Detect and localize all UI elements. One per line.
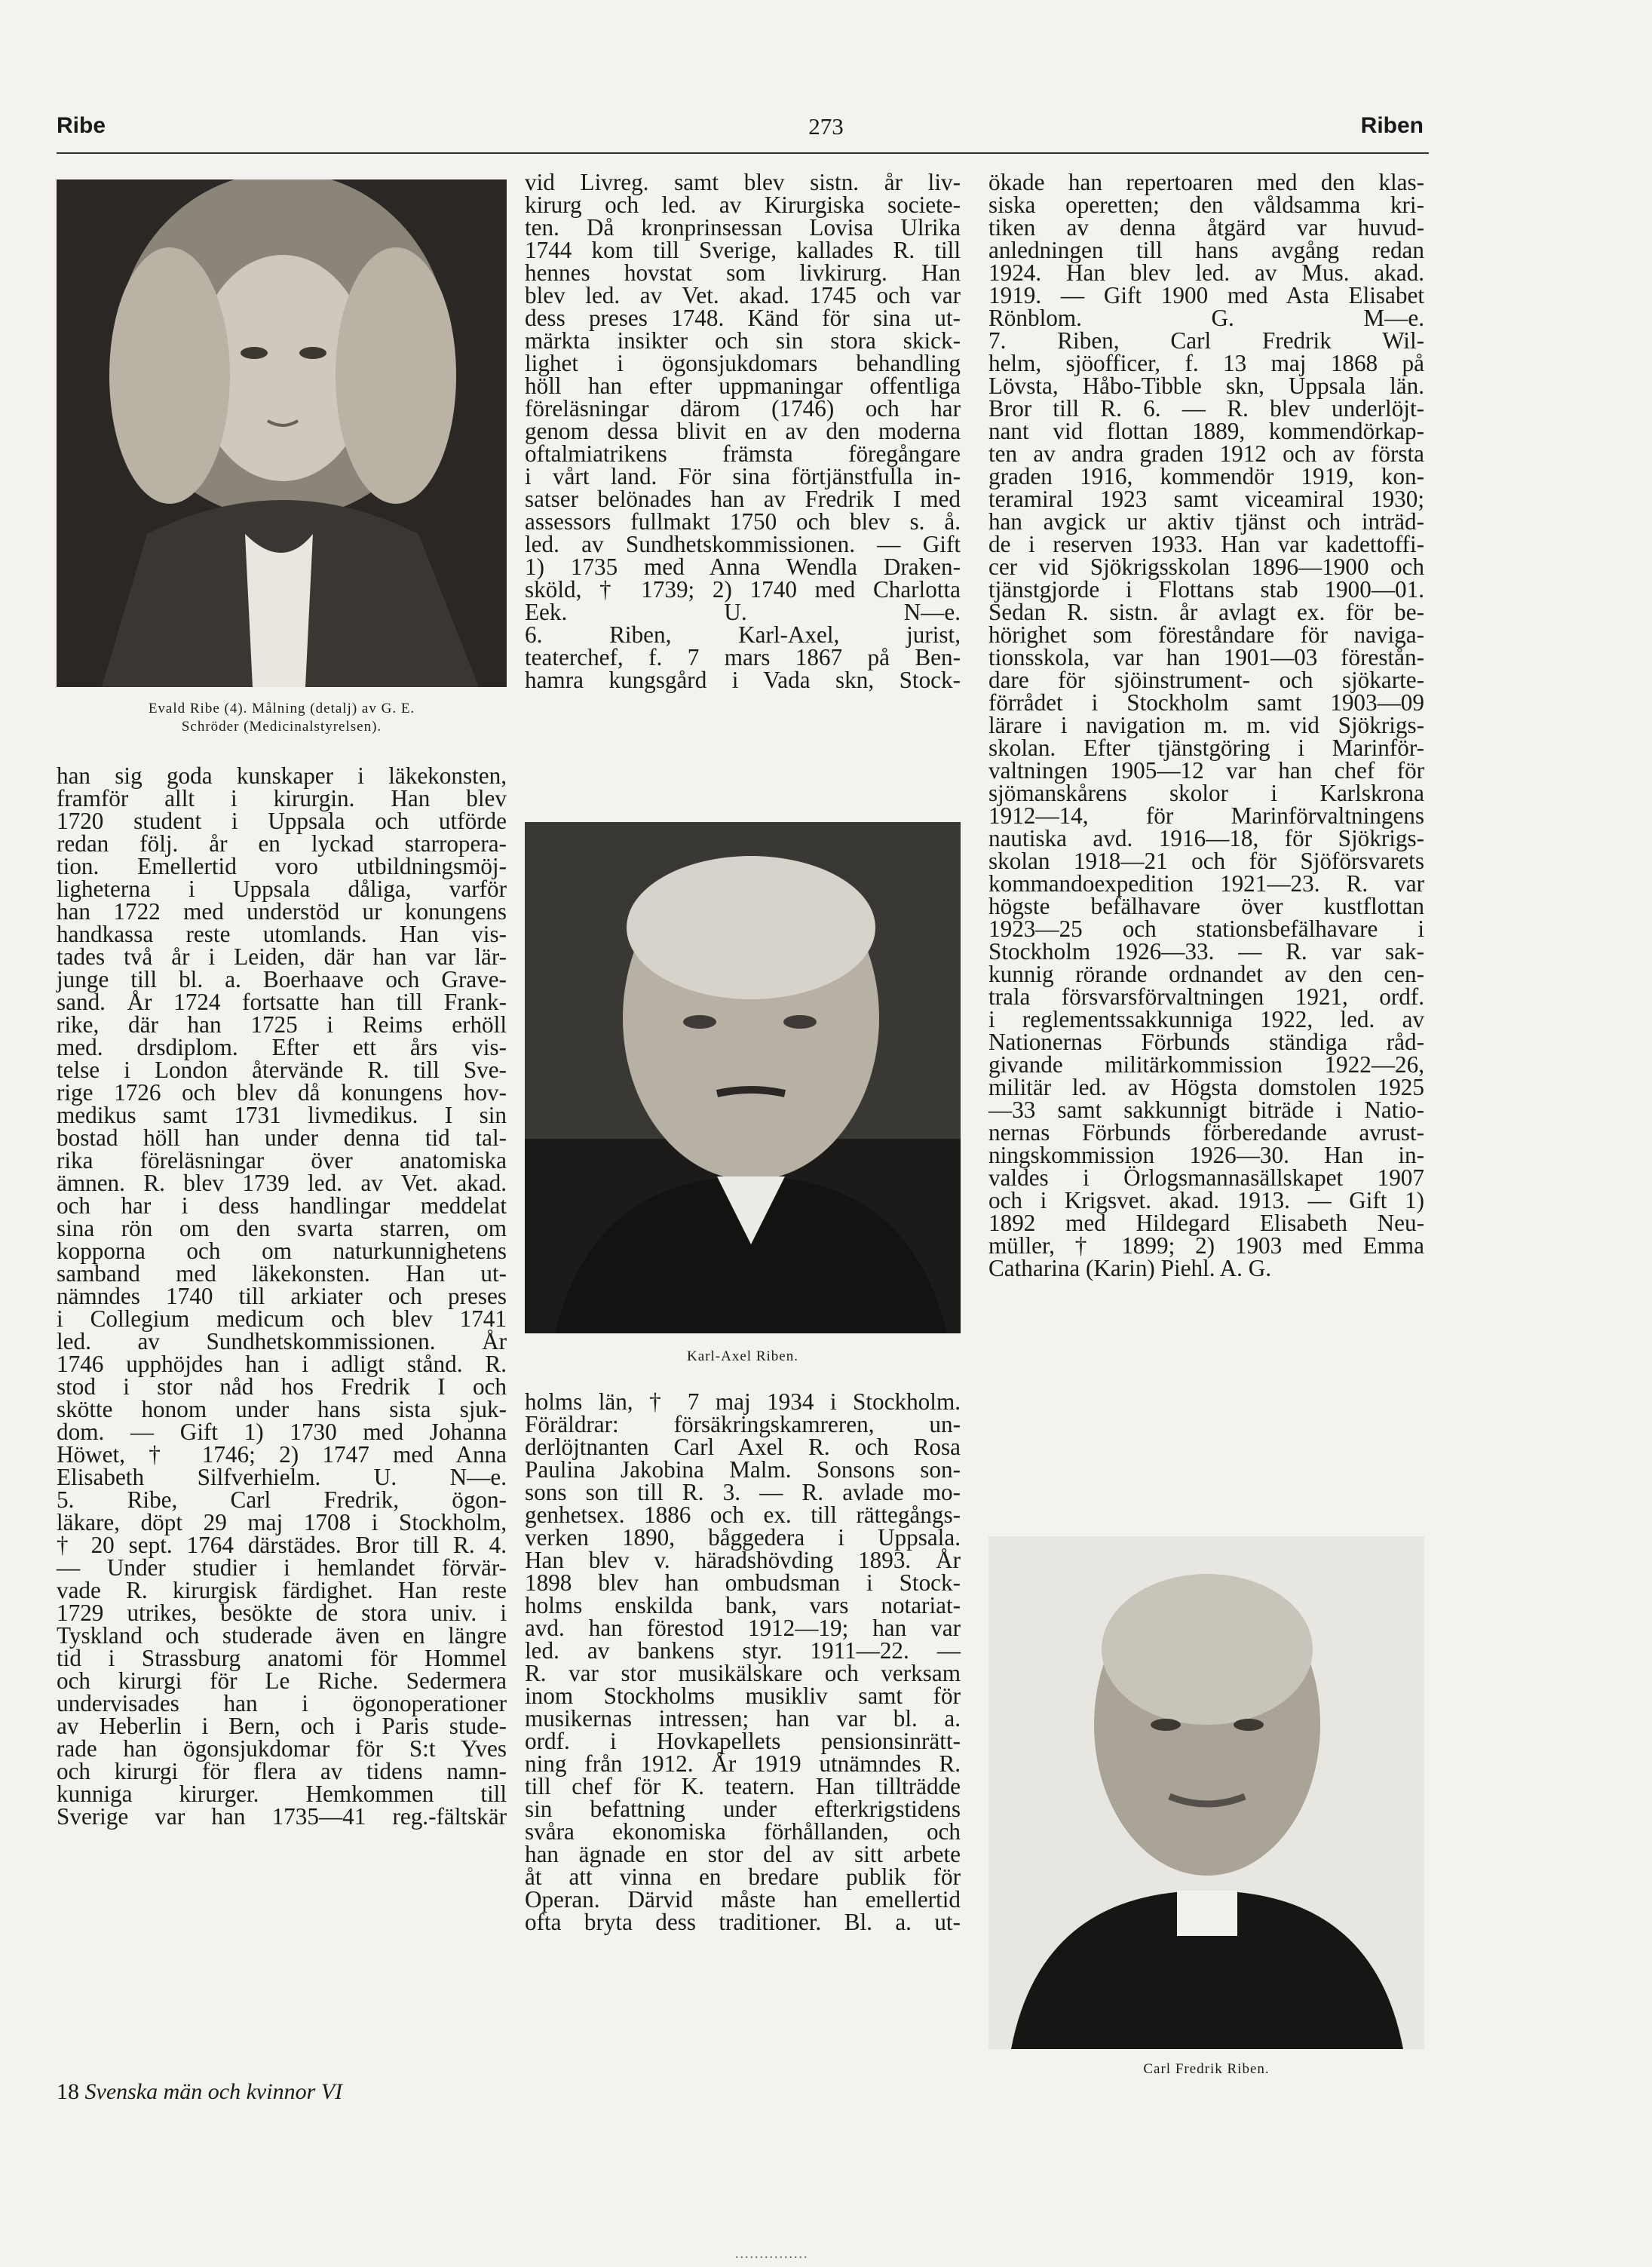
- text-line: sköld, † 1739; 2) 1740 med Charlotta: [525, 576, 961, 603]
- footer-signature: [57, 2079, 342, 2105]
- book-title: Svenska män och kvinnor VI: [84, 2079, 343, 2104]
- text-line: Tyskland och studerade även en längre: [57, 1622, 507, 1649]
- text-line: Elisabeth Silfverhielm. U. N—e.: [57, 1464, 507, 1490]
- text-line: teaterchef, f. 7 mars 1867 på Ben-: [525, 644, 961, 670]
- text-line: lighet i ögonsjukdomars behandling: [525, 350, 961, 376]
- text-line: genom dessa blivit en av den moderna: [525, 418, 961, 444]
- text-line: 1924. Han blev led. av Mus. akad.: [988, 259, 1424, 286]
- photo-carl-fredrik-riben: [988, 1536, 1424, 2049]
- text-line: verken 1890, båggedera i Uppsala.: [525, 1524, 961, 1551]
- running-head-right: Riben: [1360, 113, 1424, 138]
- text-column-middle-bottom: [525, 1388, 961, 1935]
- text-line: anledningen till hans avgång redan: [988, 237, 1424, 263]
- text-line: dess preses 1748. Känd för sina ut-: [525, 305, 961, 331]
- text-line: Bror till R. 6. — R. blev underlöjt-: [988, 395, 1424, 422]
- text-line: förrådet i Stockholm samt 1903—09: [988, 689, 1424, 716]
- text-line: 1898 blev han ombudsman i Stock-: [525, 1569, 961, 1596]
- text-line: Höwet, † 1746; 2) 1747 med Anna: [57, 1441, 507, 1468]
- text-line: 1892 med Hildegard Elisabeth Neu-: [988, 1210, 1424, 1236]
- text-line: ten av andra graden 1912 och av första: [988, 440, 1424, 467]
- text-line: ämnen. R. blev 1739 led. av Vet. akad.: [57, 1170, 507, 1196]
- painting-silhouette-image: [57, 179, 507, 687]
- text-line: holms län, † 7 maj 1934 i Stockholm.: [525, 1388, 961, 1415]
- text-line: rige 1726 och blev då konungens hov-: [57, 1079, 507, 1106]
- header-rule: [57, 152, 1429, 154]
- text-line: Rönblom. G. M—e.: [988, 305, 1424, 331]
- text-line: rade han ögonsjukdomar för S:t Yves: [57, 1735, 507, 1762]
- text-line: ofta bryta dess traditioner. Bl. a. ut-: [525, 1909, 961, 1935]
- text-line: rika föreläsningar över anatomiska: [57, 1147, 507, 1173]
- text-line: Catharina (Karin) Piehl. A. G.: [988, 1255, 1272, 1281]
- text-line: oftalmiatrikens främsta föregångare: [525, 440, 961, 467]
- text-line: militär led. av Högsta domstolen 1925: [988, 1074, 1424, 1100]
- text-line: dare för sjöinstrument- och sjökarte-: [988, 667, 1424, 693]
- text-line: musikernas intressen; han var bl. a.: [525, 1705, 961, 1732]
- text-line: sin befattning under efterkrigstidens: [525, 1796, 961, 1822]
- text-column-right: [988, 171, 1424, 1280]
- text-line: holms enskilda bank, vars notariat-: [525, 1592, 961, 1618]
- text-line: i reglementssakkunniga 1922, led. av: [988, 1006, 1424, 1032]
- text-line: skolan. Efter tjänstgöring i Marinför-: [988, 735, 1424, 761]
- text-line: † 20 sept. 1764 därstädes. Bror till R. 4.: [57, 1532, 507, 1558]
- text-line: R. var stor musikälskare och verksam: [525, 1660, 961, 1686]
- text-line: och i Krigsvet. akad. 1913. — Gift 1): [988, 1187, 1424, 1213]
- text-line: dom. — Gift 1) 1730 med Johanna: [57, 1419, 507, 1445]
- text-line: cer vid Sjökrigsskolan 1896—1900 och: [988, 554, 1424, 580]
- text-line: skötte honom under hans sista sjuk-: [57, 1396, 507, 1422]
- text-line: läkare, döpt 29 maj 1708 i Stockholm,: [57, 1509, 507, 1535]
- text-line: han 1722 med understöd ur konungens: [57, 898, 507, 925]
- text-line: ning från 1912. År 1919 utnämndes R.: [525, 1750, 961, 1777]
- caption-karl-axel-riben: Karl-Axel Riben.: [687, 1348, 798, 1364]
- text-line: ordf. i Hovkapellets pensionsinrätt-: [525, 1728, 961, 1754]
- text-line: och kirurgi för flera av tidens namn-: [57, 1758, 507, 1784]
- text-line: tades två år i Leiden, där han var lär-: [57, 943, 507, 970]
- text-line: och kirurgi för Le Riche. Sedermera: [57, 1667, 507, 1694]
- portrait-photo-image: [988, 1536, 1424, 2049]
- text-line: inom Stockholms musikliv samt för: [525, 1683, 961, 1709]
- text-line: 1746 upphöjdes han i adligt stånd. R.: [57, 1351, 507, 1377]
- text-line: i Collegium medicum och blev 1741: [57, 1305, 507, 1332]
- text-line: kopporna och om naturkunnighetens: [57, 1238, 507, 1264]
- text-line: medikus samt 1731 livmedikus. I sin: [57, 1102, 507, 1128]
- text-line: tion. Emellertid voro utbildningsmöj-: [57, 853, 507, 879]
- text-line: tid i Strassburg anatomi för Hommel: [57, 1645, 507, 1671]
- text-line: stod i stor nåd hos Fredrik I och: [57, 1373, 507, 1400]
- text-line: derlöjtnanten Carl Axel R. och Rosa: [525, 1434, 961, 1460]
- text-line: 1729 utrikes, besökte de stora univ. i: [57, 1600, 507, 1626]
- text-line: Föräldrar: försäkringskamreren, un-: [525, 1411, 961, 1437]
- bottom-marks: ...............: [735, 2246, 809, 2261]
- text-line: 1912—14, för Marinförvaltningens: [988, 802, 1424, 829]
- text-line: föreläsningar därom (1746) och har: [525, 395, 961, 422]
- text-line: lärare i navigation m. m. vid Sjökrigs-: [988, 712, 1424, 738]
- text-line: vid Livreg. samt blev sistn. år liv-: [525, 169, 961, 195]
- text-line: redan följ. år en lyckad starropera-: [57, 830, 507, 857]
- text-line: Lövsta, Håbo-Tibble skn, Uppsala län.: [988, 373, 1424, 399]
- text-line: sina rön om den svarta starren, om: [57, 1215, 507, 1241]
- text-line: skolan 1918—21 och för Sjöförsvarets: [988, 848, 1424, 874]
- text-line: Paulina Jakobina Malm. Sonsons son-: [525, 1456, 961, 1483]
- text-line: nernas Förbunds förberedande avrust-: [988, 1119, 1424, 1146]
- text-line: 1) 1735 med Anna Wendla Draken-: [525, 554, 961, 580]
- text-line: valtningen 1905—12 var han chef för: [988, 757, 1424, 784]
- text-line: de i reserven 1933. Han var kadettoffi-: [988, 531, 1424, 557]
- text-line: Sedan R. sistn. år avlagt ex. för be-: [988, 599, 1424, 625]
- text-line: kirurg och led. av Kirurgiska societe-: [525, 192, 961, 218]
- text-line: hörighet som föreståndare för naviga-: [988, 621, 1424, 648]
- text-line: åt att vinna en bredare publik för: [525, 1864, 961, 1890]
- text-line: — Under studier i hemlandet förvär-: [57, 1554, 507, 1581]
- caption-line-2: Schröder (Medicinalstyrelsen).: [181, 719, 382, 735]
- running-head-left: Ribe: [57, 113, 106, 138]
- text-line: müller, † 1899; 2) 1903 med Emma: [988, 1232, 1424, 1259]
- text-line: tiken av denna åtgärd var huvud-: [988, 214, 1424, 241]
- text-line: han avgick ur aktiv tjänst och inträd-: [988, 508, 1424, 535]
- text-line: junge till bl. a. Boerhaave och Grave-: [57, 966, 507, 992]
- text-line: 1919. — Gift 1900 med Asta Elisabet: [988, 282, 1424, 308]
- text-line: ligheterna i Uppsala dåliga, varför: [57, 876, 507, 902]
- text-line: ten. Då kronprinsessan Lovisa Ulrika: [525, 214, 961, 241]
- text-line: till chef för K. teatern. Han tillträdde: [525, 1773, 961, 1799]
- text-line: bostad höll han under denna tid tal-: [57, 1124, 507, 1151]
- text-line: siska operetten; den våldsamma kri-: [988, 192, 1424, 218]
- text-line: led. av Sundhetskommissionen. — Gift: [525, 531, 961, 557]
- portrait-photo-image: [525, 822, 961, 1333]
- text-line: trala försvarsförvaltningen 1921, ordf.: [988, 983, 1424, 1010]
- text-line: valdes i Örlogsmannasällskapet 1907: [988, 1164, 1424, 1191]
- text-line: Sverige var han 1735—41 reg.-fältskär: [57, 1803, 507, 1830]
- text-line: sand. År 1724 fortsatte han till Frank-: [57, 989, 507, 1015]
- text-line: 1923—25 och stationsbefälhavare i: [988, 916, 1424, 942]
- text-line: han sig goda kunskaper i läkekonsten,: [57, 762, 507, 789]
- text-line: led. av Sundhetskommissionen. År: [57, 1328, 507, 1354]
- text-line: telse i London återvände R. till Sve-: [57, 1057, 507, 1083]
- signature-number: 18: [57, 2079, 79, 2104]
- caption-evald-ribe: [57, 700, 507, 736]
- text-line: sons son till R. 3. — R. avlade mo-: [525, 1479, 961, 1505]
- text-line: sjömanskårens skolor i Karlskrona: [988, 780, 1424, 806]
- text-line: Han blev v. häradshövding 1893. År: [525, 1547, 961, 1573]
- text-line: tjänstgjorde i Flottans stab 1900—01.: [988, 576, 1424, 603]
- text-line: givande militärkommission 1922—26,: [988, 1051, 1424, 1078]
- text-line: hennes hovstat som livkirurg. Han: [525, 259, 961, 286]
- text-column-left: [57, 762, 507, 1830]
- text-line: handkassa reste utomlands. Han vis-: [57, 921, 507, 947]
- text-line: han ägnade en stor del av sitt arbete: [525, 1841, 961, 1867]
- text-line: 7. Riben, Carl Fredrik Wil-: [988, 327, 1424, 354]
- text-line: märkta insikter och sin stora skick-: [525, 327, 961, 354]
- text-line: nämndes 1740 till arkiater och preses: [57, 1283, 507, 1309]
- text-line: kunnig rörande ordnandet av den cen-: [988, 961, 1424, 987]
- text-line: Stockholm 1926—33. — R. var sak-: [988, 938, 1424, 965]
- text-line: 5. Ribe, Carl Fredrik, ögon-: [57, 1486, 507, 1513]
- text-line: vade R. kirurgisk färdighet. Han reste: [57, 1577, 507, 1603]
- text-line: rike, där han 1725 i Reims erhöll: [57, 1011, 507, 1038]
- page-number: 273: [808, 113, 844, 140]
- text-line: Operan. Därvid måste han emellertid: [525, 1886, 961, 1913]
- text-line: höll han efter uppmaningar offentliga: [525, 373, 961, 399]
- text-line: ningskommission 1926—30. Han in-: [988, 1142, 1424, 1168]
- text-line: nant vid flottan 1889, kommendörkap-: [988, 418, 1424, 444]
- text-column-middle-top: [525, 171, 961, 692]
- text-line: och har i dess handlingar meddelat: [57, 1192, 507, 1219]
- text-line: avd. han förestod 1912—19; han var: [525, 1615, 961, 1641]
- photo-karl-axel-riben: [525, 822, 961, 1333]
- text-line: 1744 kom till Sverige, kallades R. till: [525, 237, 961, 263]
- text-line: i vårt land. För sina förtjänstfulla in-: [525, 463, 961, 489]
- text-line: —33 samt sakkunnigt biträde i Natio-: [988, 1097, 1424, 1123]
- text-line: graden 1916, kommendör 1919, kon-: [988, 463, 1424, 489]
- text-line: Eek. U. N—e.: [525, 599, 961, 625]
- text-line: nautiska avd. 1916—18, för Sjökrigs-: [988, 825, 1424, 851]
- text-line: svåra ekonomiska förhållanden, och: [525, 1818, 961, 1845]
- text-line: kommandoexpedition 1921—23. R. var: [988, 870, 1424, 897]
- text-line: assessors fullmakt 1750 och blev s. å.: [525, 508, 961, 535]
- caption-carl-fredrik-riben: Carl Fredrik Riben.: [1143, 2061, 1270, 2077]
- text-line: samband med läkekonsten. Han ut-: [57, 1260, 507, 1287]
- text-line: kunniga kirurger. Hemkommen till: [57, 1781, 507, 1807]
- text-line: led. av bankens styr. 1911—22. —: [525, 1637, 961, 1664]
- text-line: av Heberlin i Bern, och i Paris stude-: [57, 1713, 507, 1739]
- text-line: med. drsdiplom. Efter ett års vis-: [57, 1034, 507, 1060]
- text-line: satser belönades han av Fredrik I med: [525, 486, 961, 512]
- text-line: teramiral 1923 samt viceamiral 1930;: [988, 486, 1424, 512]
- text-line: högste befälhavare över kustflottan: [988, 893, 1424, 919]
- caption-line-1: Evald Ribe (4). Målning (detalj) av G. E.: [148, 701, 415, 716]
- text-line: 6. Riben, Karl-Axel, jurist,: [525, 621, 961, 648]
- portrait-evald-ribe: [57, 179, 507, 687]
- text-line: genhetsex. 1886 och ex. till rättegångs-: [525, 1502, 961, 1528]
- text-line: blev led. av Vet. akad. 1745 och var: [525, 282, 961, 308]
- text-line: helm, sjöofficer, f. 13 maj 1868 på: [988, 350, 1424, 376]
- text-line: ökade han repertoaren med den klas-: [988, 169, 1424, 195]
- text-line: framför allt i kirurgin. Han blev: [57, 785, 507, 811]
- text-line: Nationernas Förbunds ständiga råd-: [988, 1029, 1424, 1055]
- text-line: hamra kungsgård i Vada skn, Stock-: [525, 667, 961, 693]
- text-line: 1720 student i Uppsala och utförde: [57, 808, 507, 834]
- text-line: undervisades han i ögonoperationer: [57, 1690, 507, 1716]
- text-line: tionsskola, var han 1901—03 förestån-: [988, 644, 1424, 670]
